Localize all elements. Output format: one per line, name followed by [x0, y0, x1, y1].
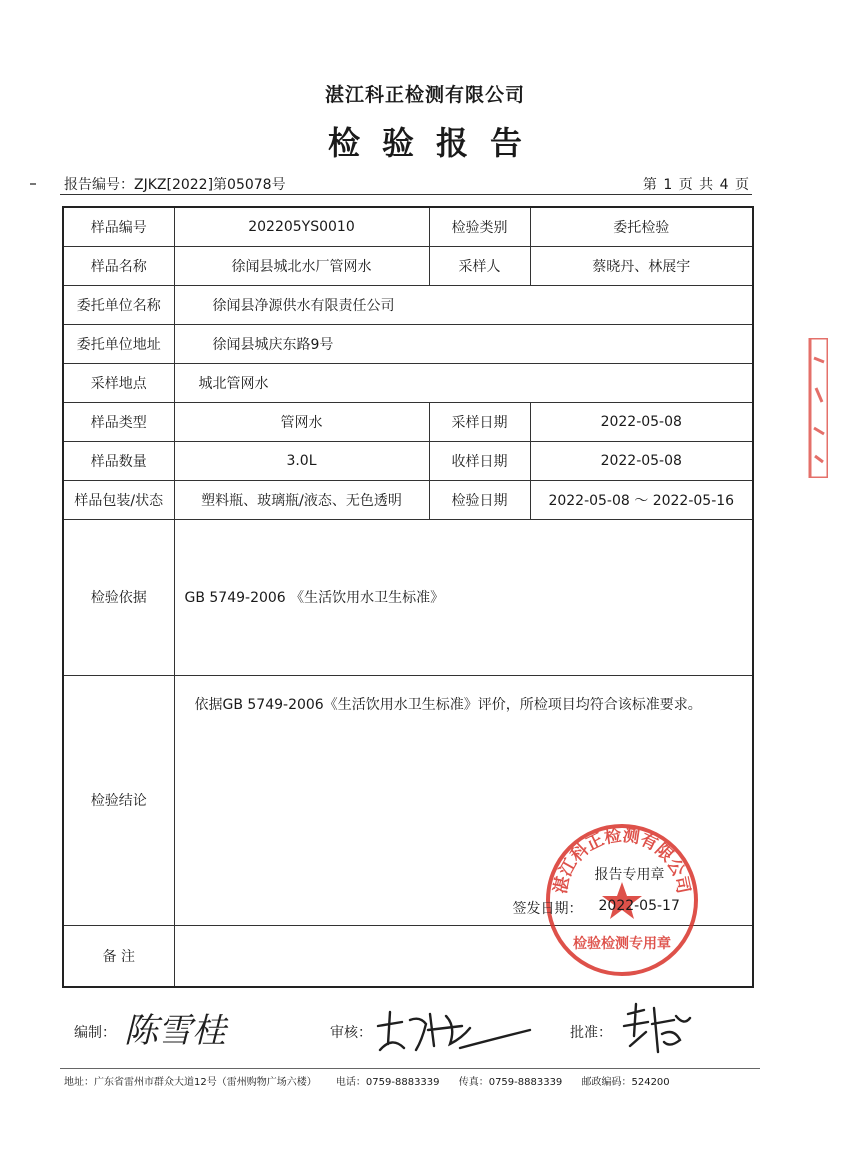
client-address-label: 委托单位地址 — [63, 324, 174, 363]
receive-date-label: 收样日期 — [429, 441, 530, 480]
client-value: 徐闻县净源供水有限责任公司 — [174, 285, 753, 324]
seal-caption: 报告专用章 — [594, 866, 665, 883]
test-type-label: 检验类别 — [429, 207, 530, 246]
test-date-value: 2022-05-08 ～ 2022-05-16 — [530, 480, 753, 519]
sample-no-label: 样品编号 — [63, 207, 174, 246]
edge-seal-icon — [806, 338, 828, 478]
reviewer-label: 审核： — [330, 1025, 372, 1041]
table-row — [63, 363, 753, 402]
footer-address: 地址：广东省雷州市群众大道12号（雷州购物广场六楼） — [64, 1077, 317, 1088]
footer — [64, 1073, 686, 1088]
seal-ring-text: 湛江科正检测有限公司 — [550, 825, 694, 896]
compiler-signature-icon — [120, 1002, 250, 1054]
approver-signature-icon — [618, 996, 698, 1060]
sampling-date-value: 2022-05-08 — [530, 402, 753, 441]
client-address-value: 徐闻县城庆东路9号 — [174, 324, 753, 363]
footer-fax: 传真：0759-8883339 — [458, 1077, 563, 1088]
issue-date-label: 签发日期： — [512, 900, 583, 917]
table-row — [63, 207, 753, 246]
basis-label: 检验依据 — [63, 519, 174, 675]
receive-date-value: 2022-05-08 — [530, 441, 753, 480]
sampling-date-label: 采样日期 — [429, 402, 530, 441]
sampling-site-label: 采样地点 — [63, 363, 174, 402]
table-row — [63, 246, 753, 285]
packaging-label: 样品包装/状态 — [63, 480, 174, 519]
issue-date-value: 2022-05-17 — [598, 897, 680, 914]
table-row — [63, 441, 753, 480]
conclusion-text: 依据GB 5749-2006《生活饮用水卫生标准》评价，所检项目均符合该标准要求。 — [194, 696, 702, 713]
sampling-site-value: 城北管网水 — [174, 363, 753, 402]
footer-divider — [60, 1068, 760, 1069]
sample-type-label: 样品类型 — [63, 402, 174, 441]
sample-no-value: 202205YS0010 — [174, 207, 429, 246]
table-row — [63, 285, 753, 324]
report-title: 检验报告 — [327, 124, 544, 162]
company-name: 湛江科正检测有限公司 — [324, 84, 525, 106]
sampler-label: 采样人 — [429, 246, 530, 285]
table-row — [63, 402, 753, 441]
header-divider — [60, 194, 752, 195]
report-table — [62, 206, 754, 988]
test-type-value: 委托检验 — [530, 207, 753, 246]
sample-name-label: 样品名称 — [63, 246, 174, 285]
approver-label: 批准： — [570, 1025, 612, 1041]
client-label: 委托单位名称 — [63, 285, 174, 324]
table-row — [63, 519, 753, 675]
test-date-label: 检验日期 — [429, 480, 530, 519]
sample-name-value: 徐闻县城北水厂管网水 — [174, 246, 429, 285]
compiler-label: 编制： — [74, 1025, 116, 1041]
seal-bottom-text: 检验检测专用章 — [573, 936, 671, 952]
sample-qty-value: 3.0L — [174, 441, 429, 480]
footer-postcode: 邮政编码：524200 — [581, 1077, 670, 1088]
sample-type-value: 管网水 — [174, 402, 429, 441]
page-info: 第 1 页 共 4 页 — [642, 177, 750, 193]
binding-mark — [30, 183, 36, 185]
remarks-label: 备 注 — [63, 925, 174, 987]
packaging-value: 塑料瓶、玻璃瓶/液态、无色透明 — [174, 480, 429, 519]
reviewer-signature-icon — [370, 1000, 540, 1060]
sampler-value: 蔡晓丹、林展宇 — [530, 246, 753, 285]
conclusion-label: 检验结论 — [63, 675, 174, 925]
sample-qty-label: 样品数量 — [63, 441, 174, 480]
table-row — [63, 324, 753, 363]
table-row — [63, 480, 753, 519]
footer-phone: 电话：0759-8883339 — [335, 1077, 440, 1088]
report-number: 报告编号：ZJKZ[2022]第05078号 — [64, 177, 286, 193]
svg-text:陈雪桂: 陈雪桂 — [124, 1011, 226, 1051]
basis-value: GB 5749-2006 《生活饮用水卫生标准》 — [174, 519, 753, 675]
